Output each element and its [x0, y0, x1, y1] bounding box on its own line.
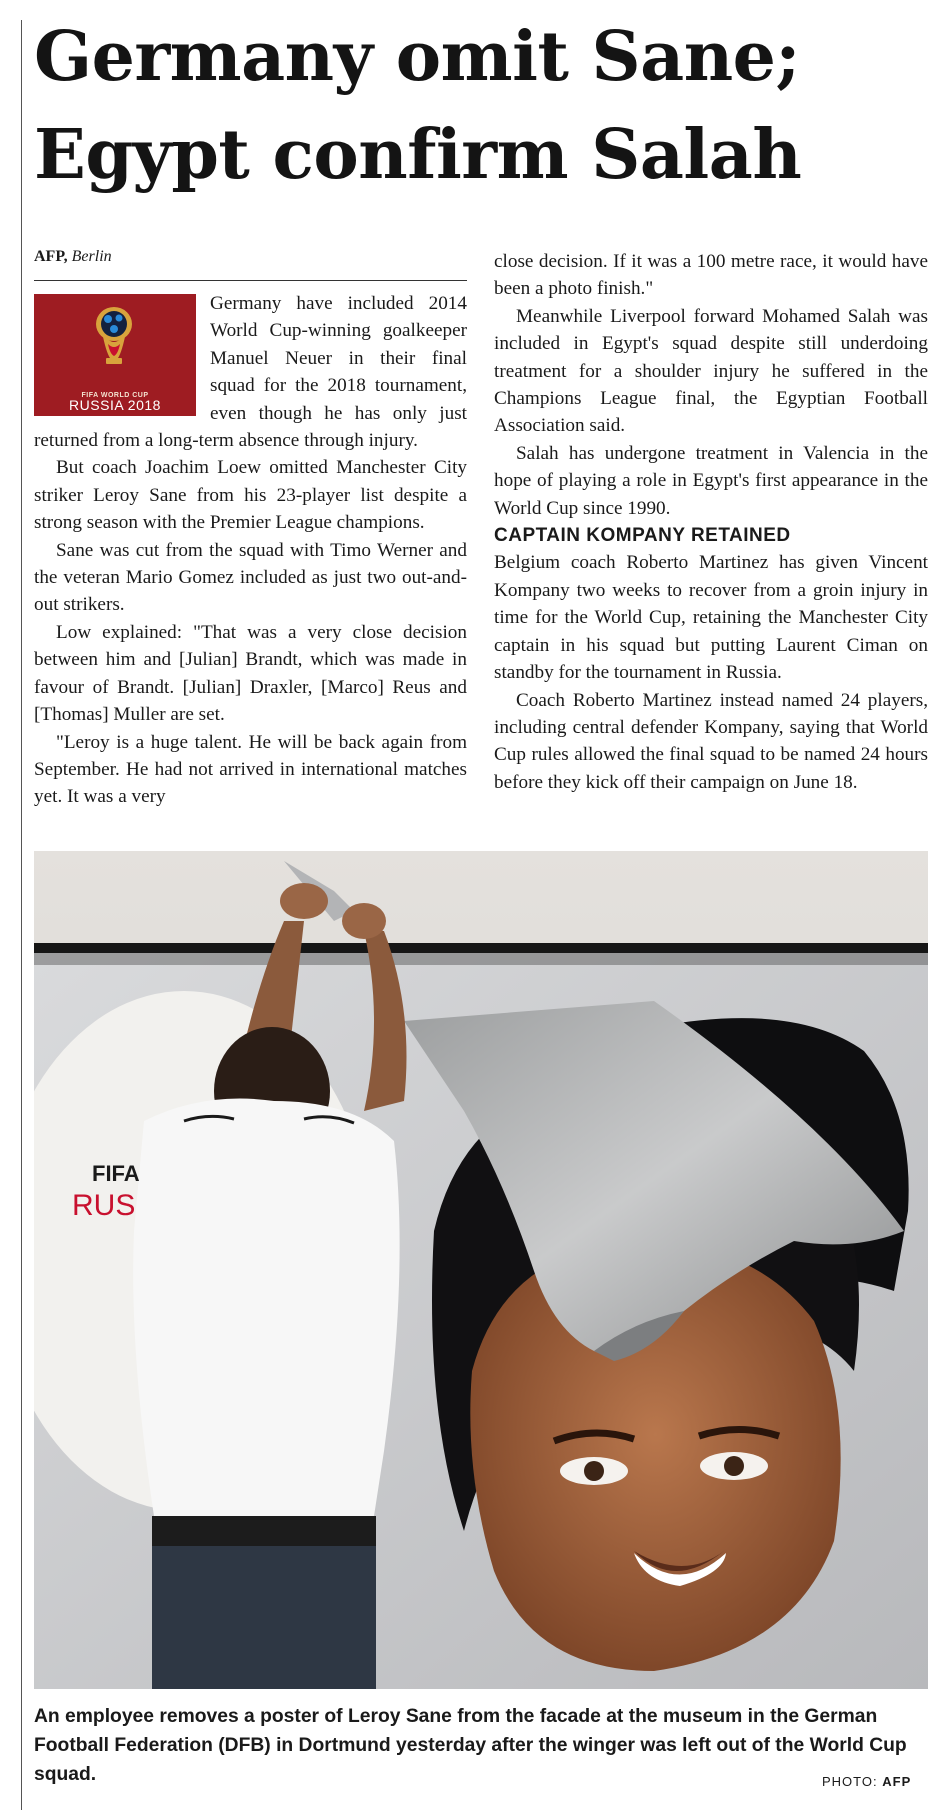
- paragraph: But coach Joachim Loew omitted Manchester City striker Leroy Sane from his 23-player list despite a strong season with the Premier League champions.: [34, 457, 467, 534]
- article-column-1: [34, 290, 467, 811]
- subheading: CAPTAIN KOMPANY RETAINED: [494, 525, 791, 547]
- paragraph: Low explained: "That was a very close decision between him and [Julian] Brandt, which was made in favour of Brandt. [Julian] Draxler, [Marco] Reus and [Thomas] Muller are set.: [34, 621, 467, 726]
- byline: [34, 248, 112, 266]
- photo-credit: [822, 1774, 911, 1789]
- paragraph: Meanwhile Liverpool forward Mohamed Salah was included in Egypt's squad despite still underdoing treatment for a shoulder injury he suffered in the Champions League final, the Egyptian Football Association said.: [494, 305, 928, 437]
- logo-title: RUSSIA 2018: [69, 397, 161, 413]
- paragraph: Sane was cut from the squad with Timo Werner and the veteran Mario Gomez included as just two out-and-out strikers.: [34, 539, 467, 616]
- paragraph: Germany have included 2014 World Cup-winning goalkeeper Manuel Neuer in their final squad for the 2018 tournament, even though he has only just returned from a long-term absence through injury.: [34, 293, 467, 452]
- world-cup-trophy-icon: [84, 302, 144, 376]
- paragraph: Belgium coach Roberto Martinez has given Vincent Kompany two weeks to recover from a groin injury in time for the World Cup, retaining the Manchester City captain in his squad but putting Laurent Ciman on standby for the tournament in Russia.: [494, 552, 928, 684]
- byline-rule: [34, 280, 467, 281]
- headline-line-1: Germany omit Sane;: [34, 17, 800, 97]
- paragraph: "Leroy is a huge talent. He will be back again from September. He had not arrived in international matches yet. It was a very: [34, 731, 467, 808]
- world-cup-logo: [34, 294, 196, 416]
- column-rule: [21, 20, 22, 1810]
- photo-credit-source: AFP: [882, 1774, 912, 1789]
- poster-removal-illustration: [34, 851, 928, 1689]
- news-photo: [34, 851, 928, 1689]
- poster-text-fifa: FIFA: [92, 1161, 140, 1186]
- article-column-2: [494, 248, 928, 796]
- headline: [34, 8, 934, 204]
- photo-caption: An employee removes a poster of Leroy Sane from the facade at the museum in the German Football Federation (DFB) in Dortmund yesterday after the winger was left out of the World Cup squad.: [34, 1706, 907, 1785]
- poster-text-russia: RUS: [72, 1189, 136, 1222]
- logo-subtitle: FIFA WORLD CUP: [81, 392, 149, 399]
- paragraph-continuation: close decision. If it was a 100 metre race, it would have been a photo finish.": [494, 251, 928, 300]
- paragraph: Coach Roberto Martinez instead named 24 players, including central defender Kompany, saying that World Cup rules allowed the final squad to be named 24 hours before they kick off their campaign on June 18.: [494, 689, 928, 793]
- headline-line-2: Egypt confirm Salah: [34, 115, 802, 195]
- photo-credit-label: PHOTO:: [822, 1774, 878, 1789]
- byline-agency: AFP,: [34, 248, 68, 265]
- paragraph: Salah has undergone treatment in Valencia in the hope of playing a role in Egypt's first appearance in the World Cup since 1990.: [494, 442, 928, 519]
- byline-place: Berlin: [71, 248, 112, 265]
